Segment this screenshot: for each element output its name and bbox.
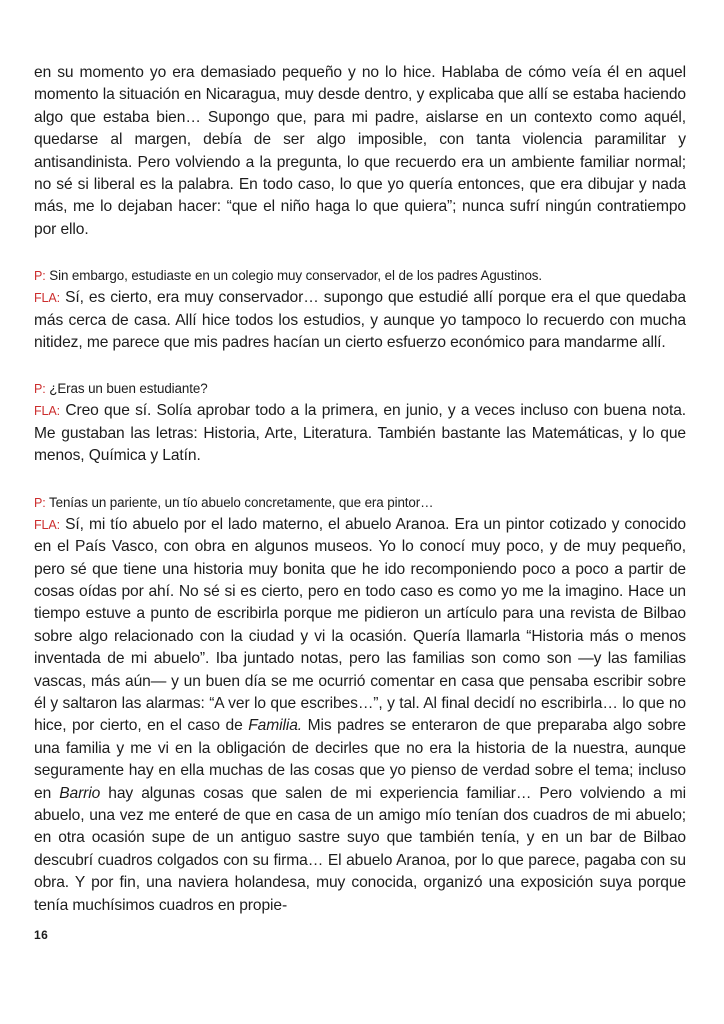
answer	[34, 400, 686, 467]
qa-block-school	[34, 265, 686, 354]
interviewer-label: P:	[34, 382, 46, 397]
interviewee-label: FLA:	[34, 404, 60, 419]
question	[34, 492, 686, 514]
question-text: Sin embargo, estudiaste en un colegio muy conservador, el de los padres Agustinos.	[49, 268, 543, 284]
answer	[34, 287, 686, 354]
question	[34, 378, 686, 400]
work-title-barrio: Barrio	[59, 784, 101, 802]
interviewer-label: P:	[34, 269, 46, 284]
answer-text: Sí, es cierto, era muy conservador… supongo que estudié allí porque era el que quedaba más cerca de casa. Allí hice todos los estudios, y aunque yo tampoco lo recuerdo con mucha nitidez, me parece que mis padres hacían un cierto esfuerzo económico para mandarme allí.	[34, 289, 687, 352]
intro-paragraph: en su momento yo era demasiado pequeño y no lo hice. Hablaba de cómo veía él en aquel momento la situación en Nicaragua, muy desde dentro, y explicaba que allí se estaba haciendo algo que estaba bien… Supongo que, para mi padre, aislarse en un contexto como aquél, quedarse al margen, debía de ser algo imposible, con tanta violencia paramilitar y antisandinista. Pero volviendo a la pregunta, lo que recuerdo era un ambiente familiar normal; no sé si liberal es la palabra. En todo caso, lo que yo quería entonces, que era dibujar y nada más, me lo dejaban hacer: “que el niño haga lo que quiera”; nunca sufrí ningún contratiempo por ello.	[34, 64, 686, 238]
interviewee-label: FLA:	[34, 517, 60, 532]
qa-block-grand-uncle	[34, 492, 686, 917]
interviewee-label: FLA:	[34, 291, 60, 306]
answer-text-part3: hay algunas cosas que salen de mi experiencia familiar… Pero volviendo a mi abuelo, una vez me enteré de que en casa de un amigo mío tenían dos cuadros de mi abuelo; en otra ocasión supe de un antiguo sastre suyo que también tenía, y en un bar de Bilbao descubrí cuadros colgados con su firma… El abuelo Aranoa, por lo que parece, pagaba con su obra. Y por fin, una naviera holandesa, muy conocida, organizó una exposición suya porque tenía muchísimos cuadros en propie-	[34, 784, 686, 914]
question	[34, 265, 686, 287]
work-title-familia: Familia.	[248, 717, 303, 735]
question-text: ¿Eras un buen estudiante?	[49, 381, 208, 397]
page-number: 16	[34, 928, 49, 942]
question-text: Tenías un pariente, un tío abuelo concretamente, que era pintor…	[49, 494, 434, 510]
answer-text-part1: Sí, mi tío abuelo por el lado materno, el abuelo Aranoa. Era un pintor cotizado y conocido en el País Vasco, con obra en algunos museos. Yo lo conocí muy poco, y de muy pequeño, pero sé que tiene una historia muy bonita que he ido recomponiendo poco a poco a partir de cosas oídas por ahí. No sé si es cierto, pero en todo caso es como yo me la imagino. Hace un tiempo estuve a punto de escribirla porque me pidieron un artículo para una revista de Bilbao sobre algo relacionado con la ciudad y vi la ocasión. Quería llamarla “Historia más o menos inventada de mi abuelo”. Iba juntado notas, pero las familias son como son —y las familias vascas, más aún— y un buen día se me ocurrió comentar en casa que pensaba escribir sobre él y saltaron las alarmas: “A ver lo que escribes…”, y tal. Al final decidí no escribirla… lo que no hice, por cierto, en el caso de	[34, 515, 687, 735]
interviewer-label: P:	[34, 495, 46, 510]
answer-text: Creo que sí. Solía aprobar todo a la primera, en junio, y a veces incluso con buena nota. Me gustaban las letras: Historia, Arte, Literatura. También bastante las Matemáticas, y lo que menos, Química y Latín.	[34, 402, 687, 465]
page-body	[34, 62, 686, 917]
answer-text-part2: Mis padres se enteraron de que preparaba algo sobre una familia y me vi en la obligación de decirles que no era la historia de la nuestra, aunque seguramente hay en ella muchas de las cosas que yo pienso de verdad sobre el tema; incluso en	[34, 717, 686, 802]
answer	[34, 514, 686, 917]
qa-block-student	[34, 378, 686, 467]
